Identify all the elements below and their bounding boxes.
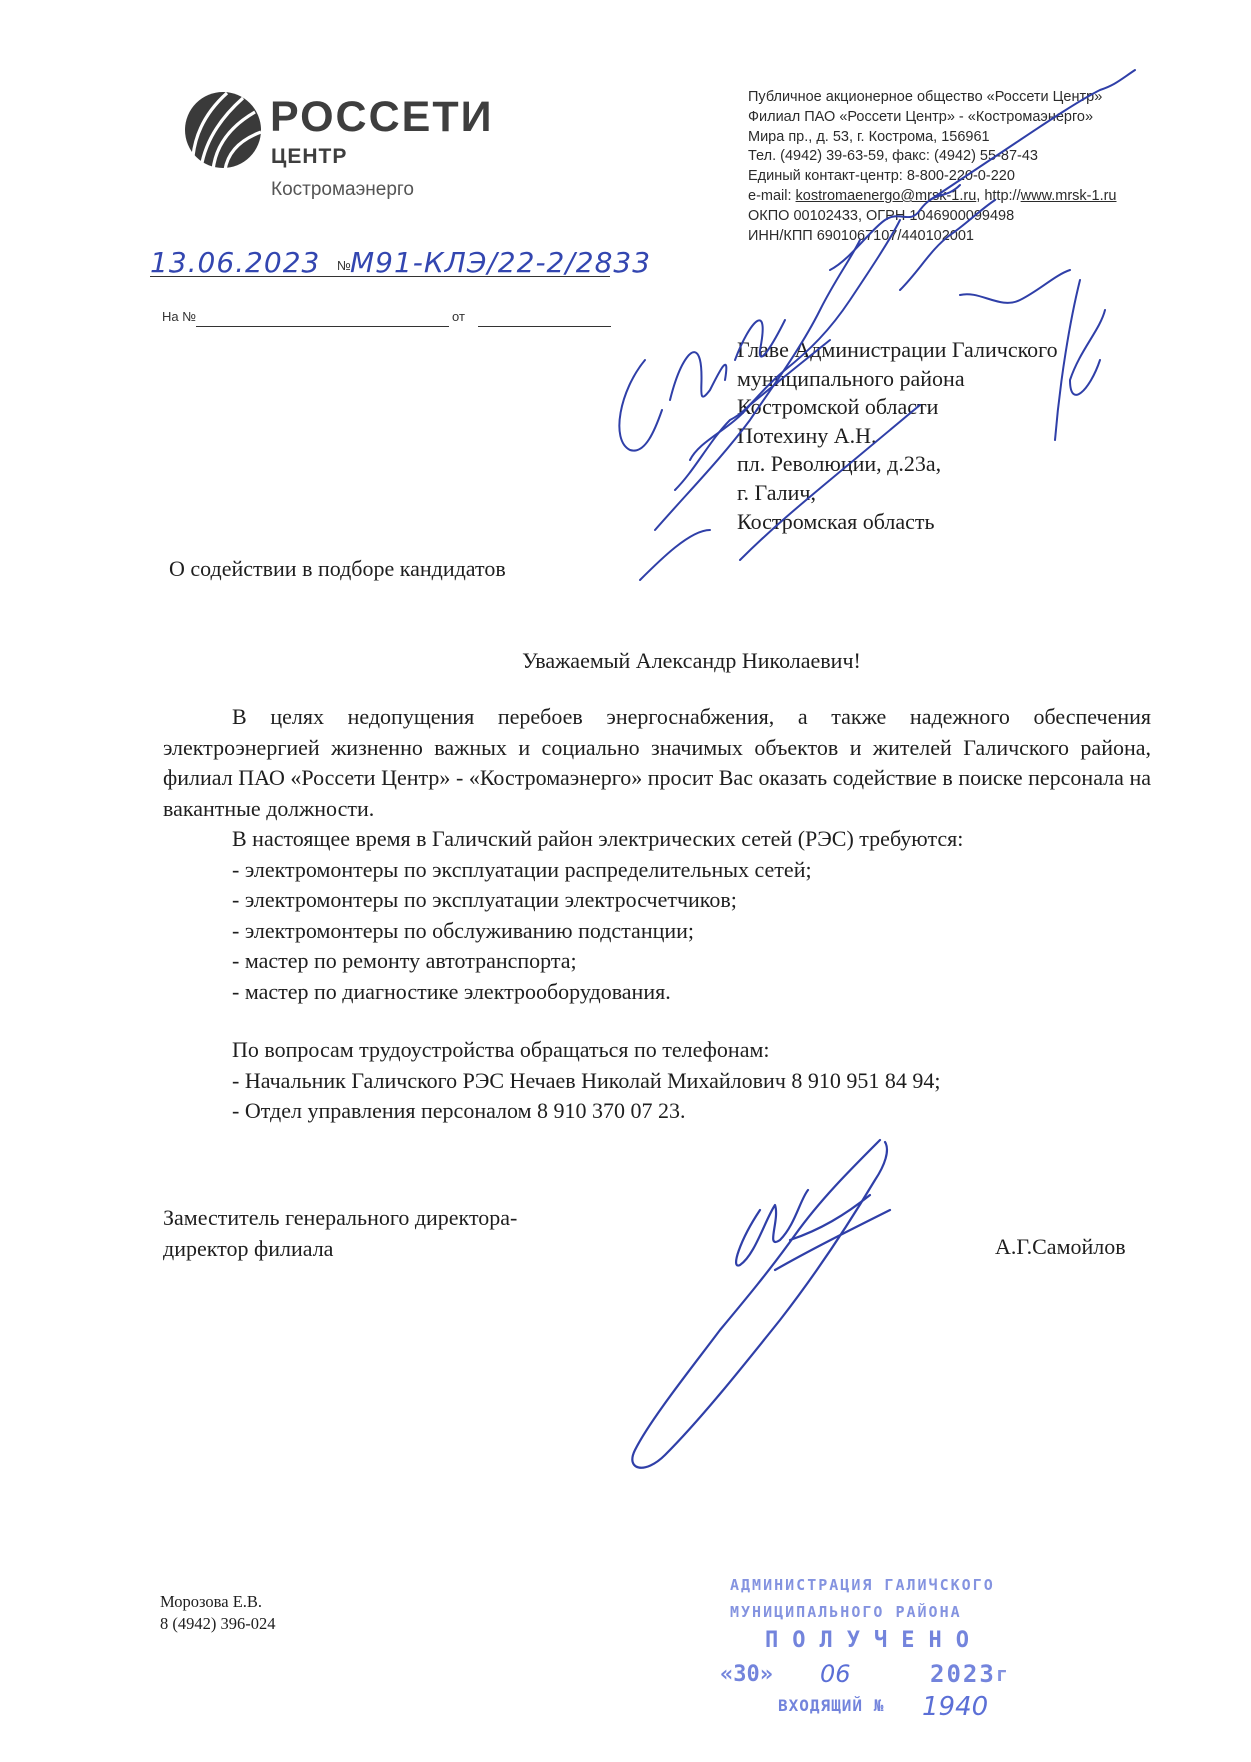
- registration-date: 13.06.2023: [150, 246, 321, 279]
- positions-intro: В настоящее время в Галичский район электрических сетей (РЭС) требуются:: [232, 826, 964, 851]
- letter-body: [163, 702, 1151, 1127]
- position-item: - мастер по ремонту автотранспорта;: [232, 948, 577, 973]
- logo-branch: Костромаэнерго: [271, 179, 415, 200]
- addressee-line: Костромской области: [737, 394, 939, 420]
- position-item: - электромонтеры по эксплуатации распределительных сетей;: [232, 856, 812, 882]
- body-spacer: [163, 1007, 1151, 1035]
- logo-name: РОССЕТИ: [270, 93, 494, 141]
- signature-icon: [590, 1120, 1010, 1480]
- executor-phone: 8 (4942) 396-024: [160, 1614, 276, 1633]
- company-okpo: ОКПО 00102433, ОГРН 1046900099498: [748, 207, 1015, 224]
- rosseti-logo-icon: [183, 90, 263, 196]
- addressee-line: пл. Революции, д.23а,: [737, 451, 942, 477]
- addressee-line: г. Галич,: [737, 479, 816, 505]
- reply-date-blank: [478, 326, 611, 327]
- company-address: Мира пр., д. 53, г. Кострома, 156961: [748, 128, 990, 145]
- body-paragraph: В целях недопущения перебоев энергоснабжения, а также надежного обеспечения электроэнергией жизненно важных и социально значимых объектов и жителей Галичского района, филиал ПАО «Россети Центр» - «Костромаэнерго» просит Вас оказать содействие в поиске персонала на вакантные должности.: [163, 704, 1151, 821]
- registration-number: М91-КЛЭ/22-2/2833: [350, 246, 652, 279]
- stamp-line: АДМИНИСТРАЦИЯ ГАЛИЧСКОГО: [730, 1576, 995, 1594]
- received-stamp: [700, 1576, 1020, 1736]
- web-prefix: , http://: [976, 187, 1021, 204]
- signer-title-line: Заместитель генерального директора-: [163, 1205, 518, 1230]
- stamp-day: «30»: [720, 1662, 773, 1687]
- signer-title: [163, 1203, 517, 1264]
- company-branch: Филиал ПАО «Россети Центр» - «Костромаэнерго»: [748, 108, 1094, 125]
- addressee-line: муниципального района: [737, 365, 965, 391]
- contacts-intro: По вопросам трудоустройства обращаться по телефонам:: [232, 1037, 770, 1062]
- website-link[interactable]: www.mrsk-1.ru: [1020, 187, 1117, 204]
- handwritten-resolution-icon: [600, 60, 1160, 600]
- position-item: - электромонтеры по эксплуатации электросчетчиков;: [232, 887, 737, 912]
- email-prefix: e-mail:: [748, 187, 796, 204]
- stamp-received: ПОЛУЧЕНО: [765, 1628, 983, 1653]
- stamp-year-suffix: г: [996, 1662, 1009, 1686]
- letter-greeting: [0, 648, 1251, 674]
- stamp-incoming-label: ВХОДЯЩИЙ №: [778, 1696, 885, 1715]
- email-link[interactable]: kostromaenergo@mrsk-1.ru: [795, 187, 977, 204]
- company-contact-center: Единый контакт-центр: 8-800-220-0-220: [748, 168, 1015, 185]
- stamp-month: 06: [820, 1660, 851, 1688]
- executor-name: Морозова Е.В.: [160, 1592, 263, 1611]
- contact-item: - Отдел управления персоналом 8 910 370 07 23.: [232, 1098, 686, 1123]
- stamp-year: 2023: [930, 1660, 996, 1688]
- signer-title-line: директор филиала: [163, 1235, 334, 1261]
- addressee-line: Потехину А.Н.: [737, 422, 877, 448]
- company-name: Публичное акционерное общество «Россети Центр»: [748, 89, 1103, 105]
- stamp-incoming-number: 1940: [922, 1692, 989, 1722]
- company-inn: ИНН/КПП 6901067107/440102001: [748, 227, 974, 244]
- logo-subtitle: ЦЕНТР: [271, 145, 348, 168]
- signer-name: А.Г.Самойлов: [995, 1234, 1126, 1259]
- greeting-text: Уважаемый Александр Николаевич!: [522, 648, 861, 673]
- reply-to-blank: [196, 326, 449, 327]
- reply-date-label: от: [452, 309, 465, 324]
- reply-to-label: На №: [162, 309, 197, 324]
- position-item: - электромонтеры по обслуживанию подстанции;: [232, 917, 695, 943]
- letter-subject: О содействии в подборе кандидатов: [169, 556, 506, 581]
- position-item: - мастер по диагностике электрооборудования.: [232, 978, 671, 1004]
- registration-underline: [150, 276, 610, 277]
- company-phones: Тел. (4942) 39-63-59, факс: (4942) 55-87-43: [748, 148, 1038, 165]
- contact-item: - Начальник Галичского РЭС Нечаев Николай Михайлович 8 910 951 84 94;: [232, 1067, 941, 1093]
- stamp-line: МУНИЦИПАЛЬНОГО РАЙОНА: [730, 1603, 962, 1621]
- executor-info: [160, 1591, 275, 1635]
- addressee-line: Костромская область: [737, 508, 935, 534]
- addressee-line: Главе Администрации Галичского: [737, 337, 1058, 362]
- registration-number-label: №: [337, 258, 351, 273]
